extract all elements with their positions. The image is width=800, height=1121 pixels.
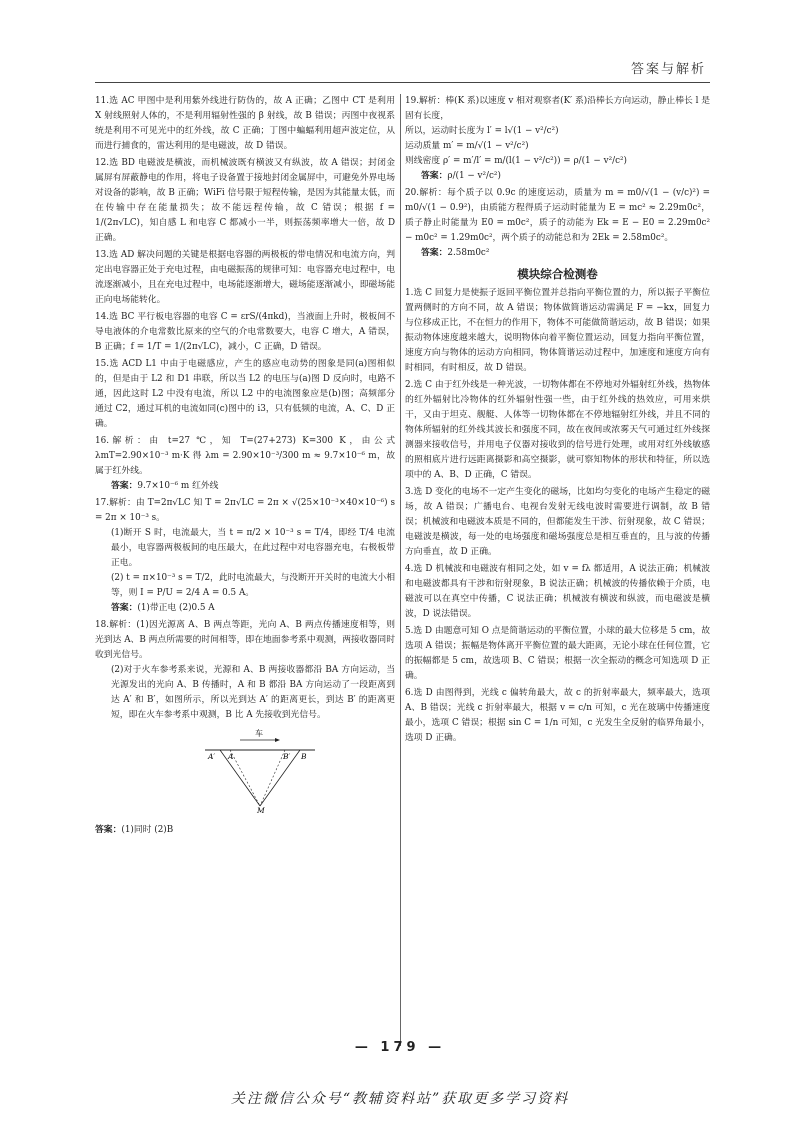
- answer-item-14: [95, 310, 395, 355]
- answer-label: 答案：: [421, 171, 448, 181]
- item-text: 17.解析：由 T=2π√LC 知 T = 2π√LC = 2π × √(25×10⁻³×40×10⁻⁶) s = 2π × 10⁻³ s。: [95, 498, 395, 523]
- point-a-prime: A′: [208, 752, 216, 761]
- answer-line: [405, 246, 710, 261]
- item-text: 19.解析：棒(K 系)以速度 v 相对观察者(K′ 系)沿棒长方向运动，静止棒长 l 是固有长度，: [405, 96, 710, 121]
- review-item-2: [405, 378, 710, 483]
- item-text: (2) t = π×10⁻³ s = T/2，此时电流最大，与没断开开关时的电流大小相等，则 I = P/U = 2/4 A = 0.5 A。: [111, 573, 395, 598]
- item-text: 14.选 BC 平行板电容器的电容 C = εrS/(4πkd)，当液面上升时，极板间不导电液体的介电常数比原来的空气的介电常数要大，电容 C 增大，A 错误，B 正确；f = 1/T = 1/(2π√LC)，减小，C 正确，D 错误。: [95, 312, 395, 352]
- item-text: 20.解析：每个质子以 0.9c 的速度运动，质量为 m = m0/√(1 − (v/c)²) = m0/√(1 − 0.9²)，由质能方程得质子运动时能量为 E = mc² ≈ 2.29m0c²，质子静止时能量为 E0 = m0c²，质子的动能为 Ek = E − E0 = 2.29m0c² − m0c² = 1.29m0c²，两个质子的动能总和为 2Ek = 2.58m0c²。: [405, 188, 710, 243]
- page-number: — 179 —: [354, 1040, 446, 1055]
- answer-label: 答案：: [111, 481, 138, 491]
- light-ray-b-dashed: [260, 750, 285, 806]
- column-divider: [400, 94, 401, 1046]
- answer-label: 答案：: [95, 825, 122, 835]
- answer-value: ρ/(1 − v²/c²): [447, 171, 501, 181]
- review-item-4: [405, 562, 710, 622]
- review-item-3: [405, 485, 710, 560]
- right-column: [405, 94, 710, 748]
- item-text: (1)断开 S 时，电流最大，当 t = π/2 × 10⁻³ s = T/4，即经 T/4 电流最小，电容器两极板间的电压最大，在此过程中对电容器充电，右极板带正电。: [111, 528, 395, 568]
- train-arrowhead: [275, 738, 280, 742]
- item-text: (2)对于火车参考系来说，光源和 A、B 两接收器都沿 BA 方向运动，当光源发出的光向 A、B 传播时，A 和 B 都沿 BA 方向运动了一段距离到达 A′ 和 B′，如图所示，所以光到达 A′ 的距离更长，到达 B′ 的距离更短，即在火车参考系中观测，B 比 A 先接收到光信号。: [111, 665, 395, 720]
- answer-line: [95, 823, 395, 838]
- item-text: 15.选 ACD L1 中由于电磁感应，产生的感应电动势的图象是同(a)图相似的，但是由于 L2 和 D1 串联，所以当 L2 的电压与(a)图 D 反向时，电路不通，因此这时 L2 中没有电流，所以 L2 中的电流图象应是(b)图；高频部分通过 C2，通过耳机的电流如同(c)图中的 i3，只有低频的电流，A、C、D 正确。: [95, 359, 395, 429]
- answer-item-19: [405, 94, 710, 184]
- answer-value: (1)带正电 (2)0.5 A: [137, 603, 215, 613]
- answer-item-16: [95, 434, 395, 494]
- footer-note: 关注微信公众号“教辅资料站”获取更多学习资料: [230, 1091, 570, 1107]
- section-title: 模块综合检测卷: [517, 267, 598, 281]
- item-text: 13.选 AD 解决问题的关键是根据电容器的两极板的带电情况和电流方向，判定出电容器正处于充电过程，由电磁振荡的规律可知：电容器充电过程中，电流逐渐减小，且在充电过程中，电场能逐渐增大，磁场能逐渐减小，即磁场能正向电场能转化。: [95, 250, 395, 305]
- equation-line: 则线密度 ρ′ = m′/l′ = m/(l(1 − v²/c²)) = ρ/(1 − v²/c²): [405, 156, 627, 166]
- answer-line: [405, 169, 710, 184]
- answer-item-15: [95, 357, 395, 432]
- review-item-6: [405, 686, 710, 746]
- item-text: 6.选 D 由图得到，光线 c 偏转角最大，故 c 的折射率最大，频率最大，选项 A、B 错误；光线 c 折射率最大，根据 v = c/n 可知，c 光在玻璃中传播速度最小，选项 C 错误；根据 sin C = 1/n 可知，c 光发生全反射的临界角最小，选项 D 正确。: [405, 688, 710, 743]
- item-text: 4.选 D 机械波和电磁波有相同之处，如 v = fλ 都适用，A 说法正确；机械波和电磁波都具有干涉和衍射现象，B 说法正确；机械波的传播依赖于介质，电磁波可以在真空中传播，C 说法正确；机械波有横波和纵波，而电磁波是横波，D 说法错误。: [405, 564, 710, 619]
- item-text: 3.选 D 变化的电场不一定产生变化的磁场，比如均匀变化的电场产生稳定的磁场，故 A 错误；广播电台、电视台发射无线电波时需要进行调制，故 B 错误；机械波和电磁波本质是不同的，但都能发生干涉、衍射现象，故 C 错误；电磁波是横波，每一处的电场强度和磁场强度总是相互垂直的，且与波的传播方向垂直，故 D 正确。: [405, 487, 710, 557]
- answer-value: 2.58m0c²: [447, 248, 490, 258]
- answer-item-13: [95, 248, 395, 308]
- review-item-5: [405, 624, 710, 684]
- light-ray-b: [260, 750, 300, 806]
- light-ray-a: [220, 750, 260, 806]
- answer-value: (1)同时 (2)B: [121, 825, 174, 835]
- header-title: 答案与解析: [630, 62, 706, 77]
- answer-item-12: [95, 156, 395, 246]
- point-a: A: [228, 752, 234, 761]
- answer-item-20: [405, 186, 710, 261]
- light-ray-a-dashed: [230, 750, 260, 806]
- answer-item-17: [95, 496, 395, 616]
- equation-line: 运动质量 m′ = m/√(1 − v²/c²): [405, 141, 529, 151]
- item-text: 11.选 AC 甲图中是利用紫外线进行防伪的，故 A 正确；乙图中 CT 是利用 X 射线照射人体的，不是利用辐射性强的 β 射线，故 B 错误；丙图中夜视系统是利用不可见光中的红外线，故 C 正确；丁图中蝙蝠利用超声波定位，从而进行捕食的，雷达利用的是电磁波，故 D 错误。: [95, 96, 395, 151]
- left-column: [95, 94, 395, 840]
- answer-label: 答案：: [421, 248, 448, 258]
- point-b-prime: B′: [283, 752, 291, 761]
- point-b: B: [301, 752, 307, 761]
- item-text: 5.选 D 由题意可知 O 点是简谐运动的平衡位置，小球的最大位移是 5 cm，故选项 A 错误；振幅是物体离开平衡位置的最大距离，无论小球在任何位置，它的振幅都是 5 cm，故选项 B、C 错误；根据一次全振动的概念可知选项 D 正确。: [405, 626, 710, 681]
- point-m: M: [257, 806, 265, 813]
- equation-line: 所以，运动时长度为 l′ = l√(1 − v²/c²): [405, 126, 559, 136]
- item-text: 1.选 C 回复力是使振子返回平衡位置并总指向平衡位置的力，所以振子平衡位置两侧时的方向不同，故 A 错误；物体做简谐运动需满足 F = −kx，回复力与位移成正比，不在恒力的作用下，物体不可能做简谐运动，故 B 错误；如果振动物体速度越来越大，说明物体向着平衡位置运动，回复力指向平衡位置，速度方向与物体的运动方向相同，物体简谐运动过程中，加速度和速度方向有时相同，有时相反，故 D 错误。: [405, 288, 710, 373]
- page-header: [95, 52, 710, 83]
- item-text: 18.解析：(1)因光源离 A、B 两点等距，光向 A、B 两点传播速度相等，则光到达 A、B 两点所需要的时间相等，即在地面参考系中观测，两接收器同时收到光信号。: [95, 620, 395, 660]
- answer-item-11: [95, 94, 395, 154]
- answer-line: [95, 479, 395, 494]
- train-label: 车: [255, 729, 263, 738]
- item-text: 2.选 C 由于红外线是一种光波，一切物体都在不停地对外辐射红外线，热物体的红外辐射比冷物体的红外辐射性强一些，由于红外线的热效应，可用来烘干，又由于坦克、舰艇、人体等一切物体都在不停地辐射红外线，并且不同的物体所辐射的红外线其波长和强度不同，故在夜间或浓雾天气可通过红外线探测器来接收信号，并用电子仪器对接收到的信号进行处理，或用对红外线敏感的照相底片进行远距离摄影和高空摄影，就可察知物体的形状和特征，所以选项中的 A、B、D 正确，C 错误。: [405, 380, 710, 480]
- answer-label: 答案：: [111, 603, 138, 613]
- answer-line: [95, 601, 395, 616]
- answer-item-18: [95, 618, 395, 838]
- review-item-1: [405, 286, 710, 376]
- item-text: 12.选 BD 电磁波是横波，而机械波既有横波又有纵波，故 A 错误；封闭金属屏有屏蔽静电的作用，将电子设备置于接地封闭金属屏中，可避免外界电场对设备的影响，故 B 正确；WiFi 信号限于短程传输，是因为其能量太低，而在传输中存在能量损失；故不能远程传输，故 C 错误；根据 f = 1/(2π√LC)，知自感 L 和电容 C 都减小一半，则振荡频率增大一倍，故 D 正确。: [95, 158, 395, 243]
- item-text: 16.解析：由 t=27 ℃，知 T=(27+273) K=300 K，由公式 λmT=2.90×10⁻³ m·K 得 λm = 2.90×10⁻³/300 m ≈ 9.7×10⁻⁶ m，故属于红外线。: [95, 436, 395, 476]
- train-light-diagram: [200, 728, 320, 813]
- answer-value: 9.7×10⁻⁶ m 红外线: [137, 481, 219, 491]
